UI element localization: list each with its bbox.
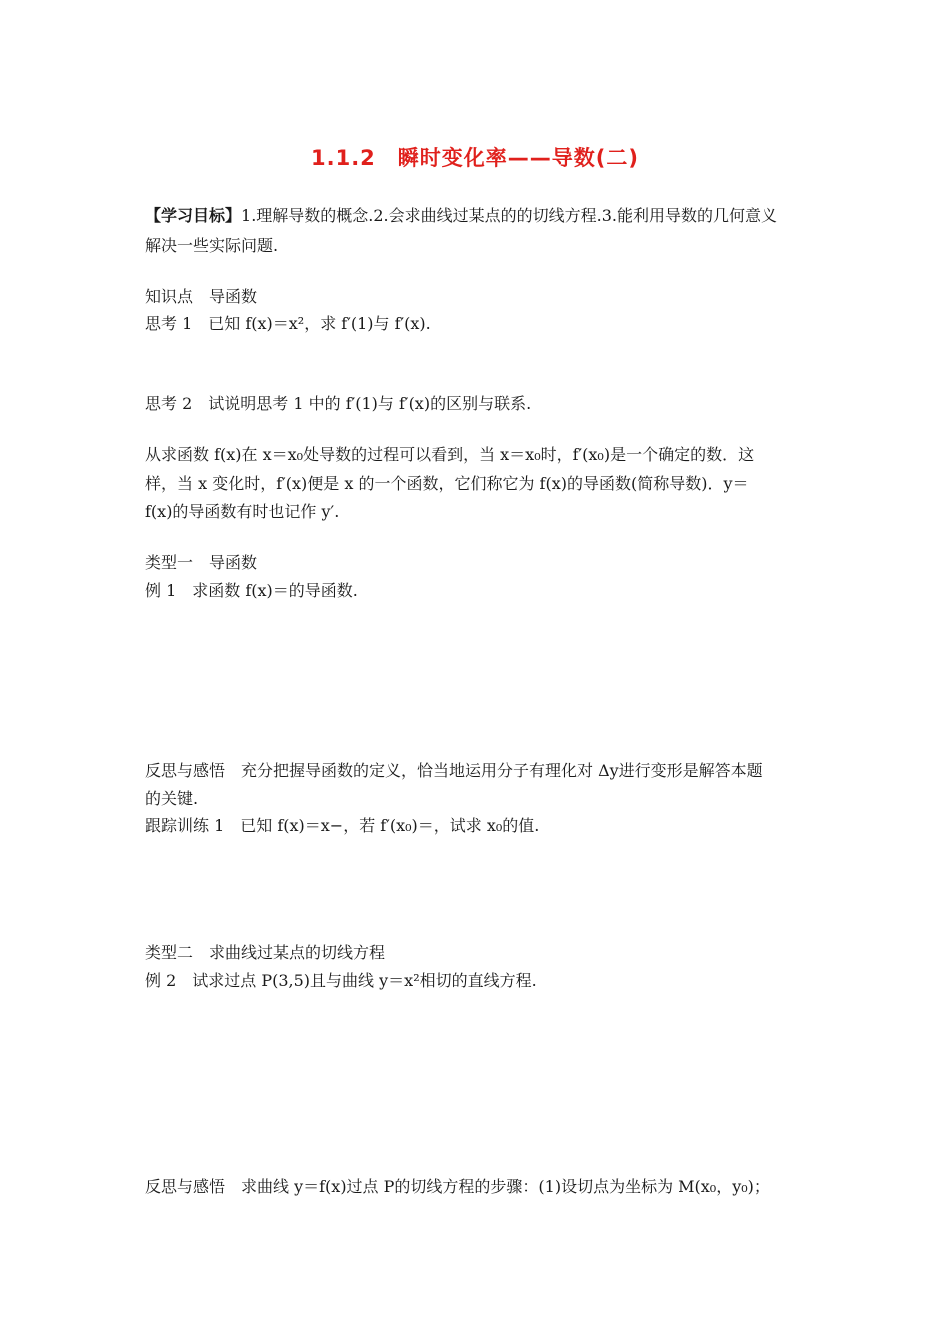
reflection-1-line-1: 反思与感悟 充分把握导函数的定义，恰当地运用分子有理化对 Δy进行变形是解答本题 — [145, 761, 763, 780]
type-1-heading: 类型一 导函数 — [145, 553, 258, 572]
objectives-line-2: 解决一些实际问题. — [145, 236, 279, 255]
page-title: 1.1.2 瞬时变化率——导数(二) — [311, 146, 639, 170]
example-2: 例 2 试求过点 P(3,5)且与曲线 y＝x²相切的直线方程. — [145, 971, 537, 990]
practice-1: 跟踪训练 1 已知 f(x)＝x−，若 f′(x₀)＝，试求 x₀的值. — [145, 816, 540, 835]
explanation-line-2: 样，当 x 变化时，f′(x)便是 x 的一个函数，它们称它为 f(x)的导函数(简称导数)．y＝ — [145, 474, 749, 493]
explanation-line-3: f(x)的导函数有时也记作 y′. — [145, 502, 340, 521]
think-question-2: 思考 2 试说明思考 1 中的 f′(1)与 f′(x)的区别与联系. — [145, 394, 532, 413]
type-2-heading: 类型二 求曲线过某点的切线方程 — [145, 943, 386, 962]
think-question-1: 思考 1 已知 f(x)＝x²，求 f′(1)与 f′(x). — [145, 314, 431, 333]
example-1: 例 1 求函数 f(x)＝的导函数. — [145, 581, 358, 600]
reflection-2: 反思与感悟 求曲线 y＝f(x)过点 P的切线方程的步骤：(1)设切点为坐标为 M(x₀，y₀)； — [145, 1177, 770, 1196]
reflection-1-line-2: 的关键. — [145, 789, 199, 808]
objectives-text-1: 1.理解导数的概念.2.会求曲线过某点的的切线方程.3.能利用导数的几何意义 — [241, 206, 777, 225]
objectives-line-1 — [145, 206, 815, 226]
objectives-label: 【学习目标】 — [145, 206, 242, 225]
knowledge-point-heading: 知识点 导函数 — [145, 287, 258, 306]
explanation-line-1: 从求函数 f(x)在 x＝x₀处导数的过程可以看到，当 x＝x₀时，f′(x₀)是一个确定的数．这 — [145, 445, 755, 464]
